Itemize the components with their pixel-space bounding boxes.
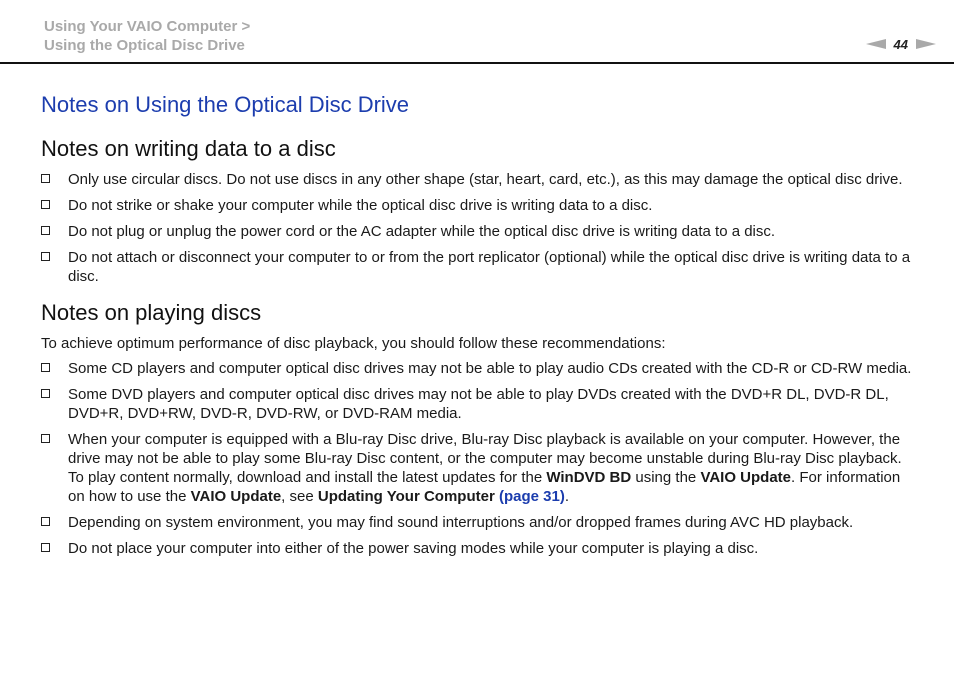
breadcrumb	[44, 17, 250, 55]
breadcrumb-line-1: Using Your VAIO Computer >	[44, 18, 251, 35]
page-header	[0, 0, 954, 64]
bold-windvd-bd: WinDVD BD	[546, 469, 632, 486]
list-item-text: Do not place your computer into either of the power saving modes while your computer is playing a disc.	[68, 540, 759, 557]
checkbox-bullet-icon	[41, 389, 50, 398]
list-item	[41, 196, 921, 215]
page-number: 44	[893, 36, 908, 52]
list-item-text-bluray	[68, 431, 902, 505]
list-item	[41, 222, 921, 241]
breadcrumb-line-2: Using the Optical Disc Drive	[44, 37, 245, 54]
checkbox-bullet-icon	[41, 363, 50, 372]
checkbox-bullet-icon	[41, 543, 50, 552]
bold-vaio-update: VAIO Update	[190, 488, 282, 505]
playing-intro: To achieve optimum performance of disc playback, you should follow these recommendations:	[41, 335, 666, 352]
list-item	[41, 359, 921, 378]
list-item-text: Do not strike or shake your computer while the optical disc drive is writing data to a disc.	[68, 197, 653, 214]
previous-page-arrow-icon[interactable]	[866, 39, 886, 49]
list-item	[41, 248, 921, 286]
list-item	[41, 170, 921, 189]
text-segment: . For information on how to use the	[68, 469, 901, 505]
bold-vaio-update: VAIO Update	[700, 469, 792, 486]
list-item	[41, 430, 921, 506]
list-item-text: Depending on system environment, you may find sound interruptions and/or dropped frames during AVC HD playback.	[68, 514, 854, 531]
list-item	[41, 385, 921, 423]
checkbox-bullet-icon	[41, 434, 50, 443]
main-content	[41, 90, 921, 565]
list-item-text: Some DVD players and computer optical disc drives may not be able to play DVDs created with the DVD+R DL, DVD-R DL, DVD+R, DVD+RW, DVD-R, DVD-RW, or DVD-RAM media.	[68, 386, 889, 422]
list-item-text: Do not attach or disconnect your computer to or from the port replicator (optional) while the optical disc drive is writing data to a disc.	[68, 249, 911, 285]
checkbox-bullet-icon	[41, 252, 50, 261]
checkbox-bullet-icon	[41, 226, 50, 235]
text-segment: using the	[631, 469, 701, 486]
section-heading-playing: Notes on playing discs	[41, 300, 262, 325]
text-segment: When your computer is equipped with a Blu-ray Disc drive, Blu-ray Disc playback is available on your computer. However, the drive may not be able to play some Blu-ray Disc content, or the computer may become unstable during Blu-ray Disc playback. To play content normally, download and install the latest updates for the	[68, 431, 902, 486]
writing-notes-list	[41, 170, 921, 286]
next-page-arrow-icon[interactable]	[916, 39, 936, 49]
page-title: Notes on Using the Optical Disc Drive	[41, 92, 410, 117]
checkbox-bullet-icon	[41, 174, 50, 183]
playing-notes-list	[41, 359, 921, 558]
list-item	[41, 513, 921, 532]
text-segment: .	[564, 488, 570, 505]
text-segment: , see	[281, 488, 318, 505]
list-item	[41, 539, 921, 558]
section-heading-writing: Notes on writing data to a disc	[41, 136, 336, 161]
checkbox-bullet-icon	[41, 200, 50, 209]
page-31-link[interactable]: (page 31)	[498, 488, 565, 505]
list-item-text: Do not plug or unplug the power cord or the AC adapter while the optical disc drive is writing data to a disc.	[68, 223, 776, 240]
list-item-text: Only use circular discs. Do not use discs in any other shape (star, heart, card, etc.), as this may damage the optical disc drive.	[68, 171, 903, 188]
bold-updating-your-computer: Updating Your Computer	[317, 488, 495, 505]
page-navigation	[866, 35, 936, 53]
checkbox-bullet-icon	[41, 517, 50, 526]
list-item-text: Some CD players and computer optical disc drives may not be able to play audio CDs created with the CD-R or CD-RW media.	[68, 360, 912, 377]
